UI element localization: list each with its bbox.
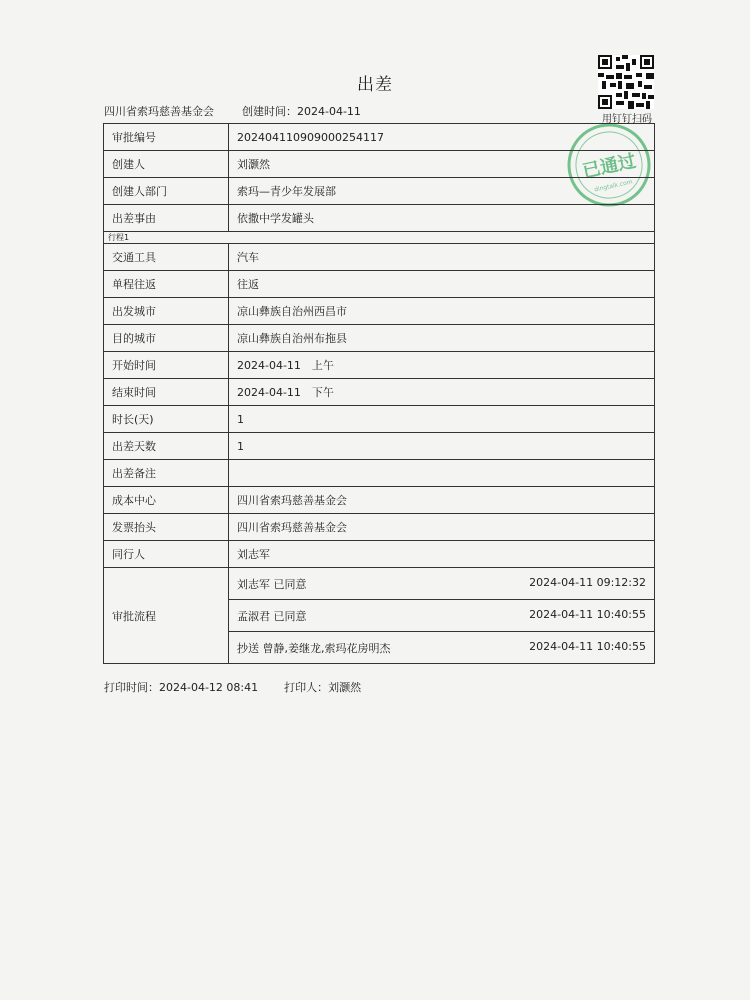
section-row-trip [104, 232, 655, 244]
approval-step-text: 孟淑君 已同意 [237, 609, 307, 623]
field-value [229, 460, 655, 487]
approval-step-time: 2024-04-11 10:40:55 [529, 639, 646, 653]
stamp-subtext: dingtalk.com [593, 178, 634, 194]
trip-row [104, 325, 655, 352]
field-label: 出差备注 [104, 460, 229, 487]
printer [284, 681, 361, 694]
trip-row [104, 541, 655, 568]
field-label: 审批编号 [104, 124, 229, 151]
trip-row [104, 514, 655, 541]
page-title: 出差 [357, 75, 393, 95]
field-label: 发票抬头 [104, 514, 229, 541]
form-row [104, 205, 655, 232]
form-row [104, 151, 655, 178]
field-value: 1 [229, 433, 655, 460]
field-label: 时长(天) [104, 406, 229, 433]
trip-row [104, 406, 655, 433]
approval-row [104, 568, 655, 600]
printer-value: 刘灏然 [328, 681, 362, 694]
trip-row [104, 379, 655, 406]
field-value: 索玛—青少年发展部 [229, 178, 655, 205]
print-time-value: 2024-04-12 08:41 [159, 681, 259, 694]
qr-caption: 用钉钉扫码 [602, 114, 652, 125]
approval-step-text: 刘志军 已同意 [237, 577, 307, 591]
created-label: 创建时间： [242, 105, 297, 118]
field-label: 创建人部门 [104, 178, 229, 205]
field-value: 2024-04-11 上午 [229, 352, 655, 379]
field-label: 出差事由 [104, 205, 229, 232]
field-value: 四川省索玛慈善基金会 [229, 514, 655, 541]
trip-row [104, 298, 655, 325]
printer-label: 打印人： [284, 681, 329, 694]
print-time [104, 681, 258, 694]
print-footer [104, 679, 387, 695]
form-row [104, 178, 655, 205]
organization-name: 四川省索玛慈善基金会 [104, 105, 214, 118]
field-value: 凉山彝族自治州布拖县 [229, 325, 655, 352]
field-value: 依撒中学发罐头 [229, 205, 655, 232]
created-date: 2024-04-11 [297, 105, 361, 118]
field-value: 凉山彝族自治州西昌市 [229, 298, 655, 325]
field-label: 创建人 [104, 151, 229, 178]
approval-step-text: 抄送 曾静,姜继龙,索玛花房明杰 [237, 641, 391, 655]
created-time [242, 105, 361, 118]
approval-label: 审批流程 [104, 568, 229, 664]
field-value: 2024-04-11 下午 [229, 379, 655, 406]
field-value: 1 [229, 406, 655, 433]
field-value: 四川省索玛慈善基金会 [229, 487, 655, 514]
trip-row [104, 433, 655, 460]
trip-row [104, 271, 655, 298]
field-value: 刘志军 [229, 541, 655, 568]
approval-step-time: 2024-04-11 10:40:55 [529, 607, 646, 621]
approval-step-time: 2024-04-11 09:12:32 [529, 575, 646, 589]
form-row [104, 124, 655, 151]
qr-code-icon [598, 55, 654, 109]
travel-form-table [103, 123, 655, 664]
field-value: 往返 [229, 271, 655, 298]
field-label: 开始时间 [104, 352, 229, 379]
field-label: 目的城市 [104, 325, 229, 352]
field-value: 刘灏然 [229, 151, 655, 178]
field-label: 成本中心 [104, 487, 229, 514]
document-meta [104, 103, 389, 119]
print-time-label: 打印时间： [104, 681, 159, 694]
field-label: 出发城市 [104, 298, 229, 325]
approval-step [229, 632, 655, 664]
approval-step [229, 568, 655, 600]
approval-step [229, 600, 655, 632]
field-value: 汽车 [229, 244, 655, 271]
field-label: 同行人 [104, 541, 229, 568]
field-label: 结束时间 [104, 379, 229, 406]
trip-row [104, 487, 655, 514]
trip-row [104, 244, 655, 271]
section-label: 行程1 [104, 232, 655, 244]
trip-row [104, 460, 655, 487]
field-label: 交通工具 [104, 244, 229, 271]
stamp-text: 已通过 [580, 150, 638, 183]
trip-row [104, 352, 655, 379]
field-label: 出差天数 [104, 433, 229, 460]
field-label: 单程往返 [104, 271, 229, 298]
field-value: 202404110909000254117 [229, 124, 655, 151]
